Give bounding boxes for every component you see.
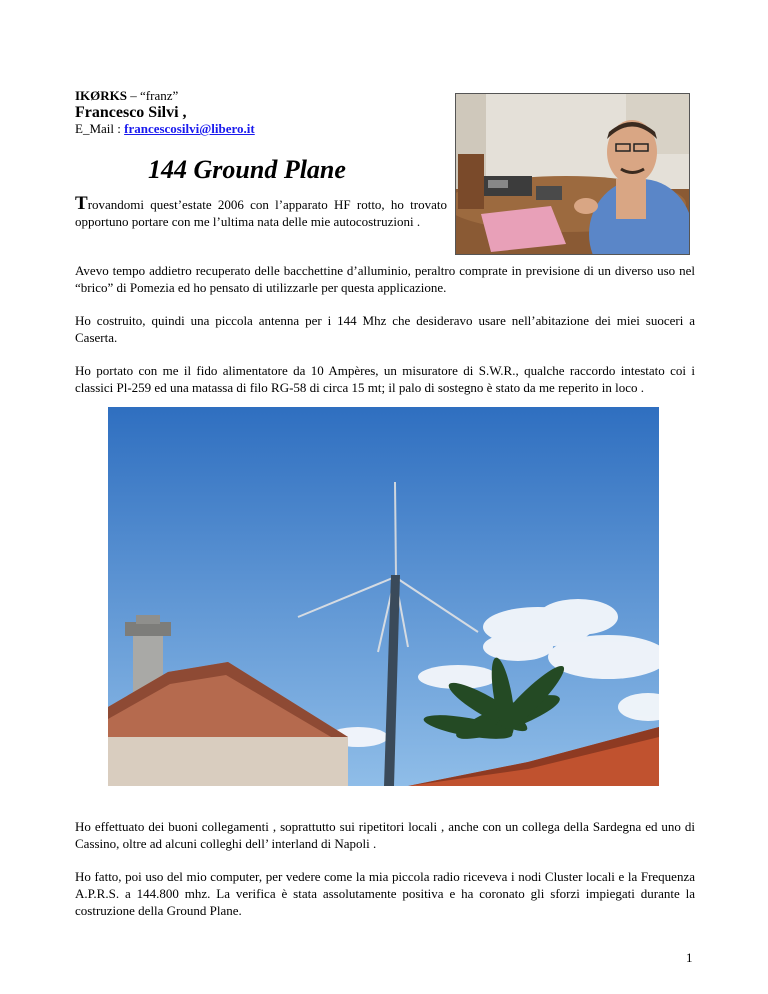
email-line [75, 121, 255, 137]
paragraph-4: Ho effettuato dei buoni collegamenti , soprattutto sui ripetitori locali , anche con un collega della Sardegna ed uno di Cassino, oltre ad alcuni colleghi dell’ interland di Napoli . [75, 819, 695, 851]
author-name: Francesco Silvi , [75, 104, 187, 121]
paragraph-1: Avevo tempo addietro recuperato delle bacchettine d’alluminio, peraltro comprate in previsione di un diverso uso nel “brico” di Pomezia ed ho pensato di utilizzarle per questa applicazione. [75, 263, 695, 295]
paragraph-3: Ho portato con me il fido alimentatore da 10 Ampères, un misuratore di S.W.R., qualche raccordo intestato coi i classici Pl-259 ed una matassa di filo RG-58 di circa 15 mt; il palo di sostegno è stato da me reperito in loco . [75, 363, 695, 395]
email-label: E_Mail : [75, 121, 125, 136]
email-link[interactable]: francescosilvi@libero.it [124, 121, 255, 136]
paragraph-2: Ho costruito, quindi una piccola antenna per i 144 Mhz che desideravo usare nell’abitazione dei miei suoceri a Caserta. [75, 313, 695, 345]
page-title: 144 Ground Plane [148, 155, 346, 184]
drop-cap: T [75, 193, 88, 214]
callsign: IKØRKS [75, 88, 128, 103]
operator-photo-drawing [456, 94, 689, 254]
operator-photo [455, 93, 690, 255]
page-number: 1 [686, 950, 693, 965]
antenna-photo-drawing [108, 407, 659, 786]
antenna-photo [108, 407, 659, 786]
intro-text: rovandomi quest’estate 2006 con l’apparato HF rotto, ho trovato opportuno portare con me l’ultima nata delle mie autocostruzioni . [75, 197, 447, 229]
callsign-line [75, 88, 178, 104]
paragraph-5: Ho fatto, poi uso del mio computer, per vedere come la mia piccola radio riceveva i nodi Cluster locali e la Frequenza A.P.R.S. a 144.800 mhz. La verifica è stata assolutamente positiva e ha coronato gli sforzi impiegati durante la costruzione della Ground Plane. [75, 869, 695, 918]
nickname: – “franz” [127, 88, 179, 103]
intro-paragraph [75, 195, 447, 230]
